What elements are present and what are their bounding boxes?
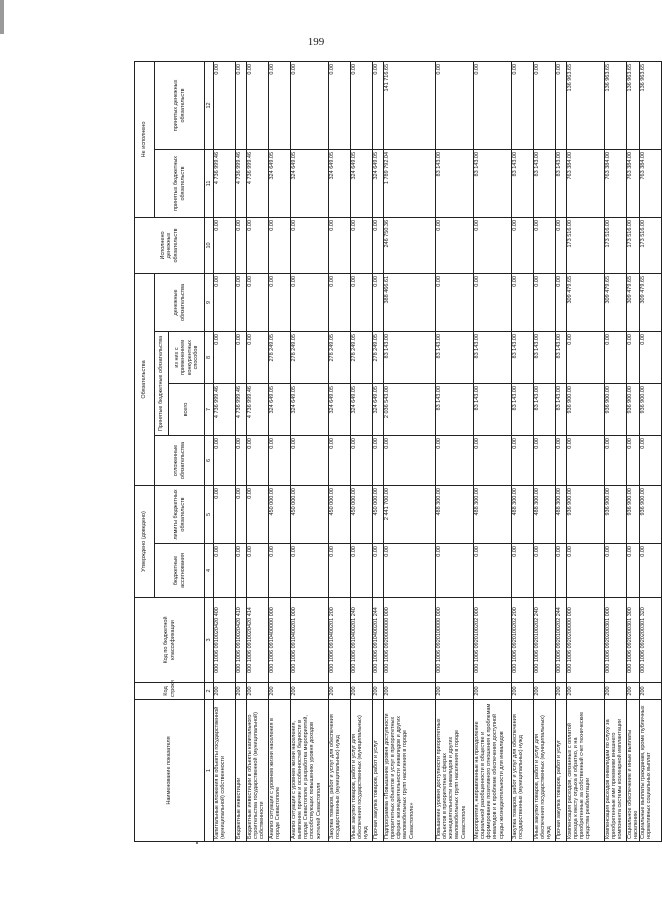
row-deferred: 0.00 bbox=[269, 436, 291, 486]
row-unexecuted-monetary: 0.00 bbox=[236, 61, 247, 149]
row-name: Социальные выплаты гражданам, кроме публичных нормативных социальных выплат bbox=[640, 700, 662, 842]
row-executed: 173 516.00 bbox=[605, 217, 627, 273]
row-deferred: 0.00 bbox=[512, 436, 534, 486]
row-unexecuted-monetary: 0.00 bbox=[474, 61, 512, 149]
header-unexecuted-budget: принятых бюджетных обязательств bbox=[155, 149, 205, 217]
row-deferred: 0.00 bbox=[640, 436, 662, 486]
column-number: 3 bbox=[205, 598, 214, 683]
row-unexecuted-monetary: 0.00 bbox=[291, 61, 329, 149]
row-unexecuted-monetary: 0.00 bbox=[269, 61, 291, 149]
row-unexecuted-monetary: 0.00 bbox=[512, 61, 534, 149]
row-unexecuted-budget: 324 649.05 bbox=[269, 149, 291, 217]
row-budget-code: 000 1006 0920100202 000 bbox=[474, 598, 512, 683]
row-approved-appropriations: 0.00 bbox=[512, 544, 534, 598]
row-name: Социальное обеспечение и иные выплаты населению bbox=[627, 700, 640, 842]
row-executed: 0.00 bbox=[329, 217, 351, 273]
table-row bbox=[269, 61, 291, 841]
row-name: Бюджетные инвестиции bbox=[236, 700, 247, 842]
row-unexecuted-monetary: 141 716.65 bbox=[384, 61, 436, 149]
row-name: Капитальные вложения в объекты государственной (муниципальной) собственности bbox=[214, 700, 236, 842]
row-approved-limits: 450 000.00 bbox=[373, 486, 384, 544]
table-row bbox=[512, 61, 534, 841]
header-name: Наименование показателя bbox=[135, 700, 205, 842]
column-number: 2 bbox=[205, 683, 214, 700]
row-accepted-total: 83 143.00 bbox=[512, 384, 534, 436]
row-approved-appropriations: 0.00 bbox=[567, 544, 605, 598]
header-executed-group: Исполнено денежных обязательств bbox=[135, 217, 205, 273]
row-approved-limits: 2 441 700.00 bbox=[384, 486, 436, 544]
row-name: Компенсация расходов, связанных с оплатой проезда к месту отдыха и обратно, и на приобретенные за собственный счет технические средства реабилитации bbox=[567, 700, 605, 842]
row-unexecuted-monetary: 136 963.65 bbox=[640, 61, 662, 149]
row-approved-limits: 450 000.00 bbox=[269, 486, 291, 544]
row-unexecuted-budget: 763 384.00 bbox=[605, 149, 627, 217]
table-row bbox=[214, 61, 236, 841]
row-unexecuted-budget: 4 736 999.46 bbox=[214, 149, 236, 217]
row-accepted-total: 4 736 999.46 bbox=[236, 384, 247, 436]
table-header bbox=[135, 61, 214, 841]
row-executed: 0.00 bbox=[247, 217, 269, 273]
row-unexecuted-monetary: 0.00 bbox=[534, 61, 556, 149]
row-accepted-total: 324 649.05 bbox=[373, 384, 384, 436]
row-accepted-competitive: 0.00 bbox=[247, 332, 269, 384]
row-approved-appropriations: 0.00 bbox=[534, 544, 556, 598]
row-line-code: 200 bbox=[269, 683, 291, 700]
table-row bbox=[534, 61, 556, 841]
row-approved-appropriations: 0.00 bbox=[269, 544, 291, 598]
row-accepted-competitive: 83 143.00 bbox=[474, 332, 512, 384]
row-accepted-total: 936 900.00 bbox=[605, 384, 627, 436]
row-executed: 0.00 bbox=[534, 217, 556, 273]
row-approved-limits: 488 300.00 bbox=[474, 486, 512, 544]
row-executed: 173 516.00 bbox=[567, 217, 605, 273]
row-accepted-competitive: 83 143.00 bbox=[556, 332, 567, 384]
row-budget-code: 000 1006 0920100202 240 bbox=[534, 598, 556, 683]
table-row bbox=[474, 61, 512, 841]
row-budget-code: 000 1006 0920100202 244 bbox=[556, 598, 567, 683]
row-accepted-competitive: 0.00 bbox=[640, 332, 662, 384]
row-executed: 0.00 bbox=[214, 217, 236, 273]
row-accepted-competitive: 278 249.05 bbox=[291, 332, 329, 384]
row-monetary: 0.00 bbox=[373, 273, 384, 331]
row-approved-appropriations: 0.00 bbox=[373, 544, 384, 598]
column-number: 11 bbox=[205, 149, 214, 217]
row-unexecuted-budget: 324 649.05 bbox=[373, 149, 384, 217]
row-monetary: 0.00 bbox=[291, 273, 329, 331]
row-line-code: 200 bbox=[373, 683, 384, 700]
row-unexecuted-budget: 83 143.00 bbox=[534, 149, 556, 217]
row-monetary: 309 479.65 bbox=[640, 273, 662, 331]
column-number: 10 bbox=[205, 217, 214, 273]
row-line-code: 200 bbox=[247, 683, 269, 700]
row-budget-code: 000 1006 0920100202 200 bbox=[512, 598, 534, 683]
row-approved-limits: 488 300.00 bbox=[512, 486, 534, 544]
row-monetary: 309 479.65 bbox=[567, 273, 605, 331]
row-line-code: 200 bbox=[556, 683, 567, 700]
row-name: Повышение уровня доступности приоритетных объектов в приоритетных сферах жизнедеятельности инвалидов и других маломобильных групп населения в городе Севастополе bbox=[436, 700, 474, 842]
table-row bbox=[640, 61, 662, 841]
row-accepted-total: 324 649.05 bbox=[269, 384, 291, 436]
row-accepted-competitive: 278 249.05 bbox=[373, 332, 384, 384]
page-number: 199 bbox=[307, 36, 325, 48]
row-monetary: 309 479.65 bbox=[605, 273, 627, 331]
row-approved-appropriations: 0.00 bbox=[474, 544, 512, 598]
row-deferred: 0.00 bbox=[534, 436, 556, 486]
table-row bbox=[436, 61, 474, 841]
row-deferred: 0.00 bbox=[247, 436, 269, 486]
header-line-code: Код строки bbox=[135, 683, 205, 700]
row-approved-appropriations: 0.00 bbox=[351, 544, 373, 598]
row-accepted-total: 83 143.00 bbox=[556, 384, 567, 436]
row-approved-limits: 488 300.00 bbox=[556, 486, 567, 544]
row-monetary: 0.00 bbox=[512, 273, 534, 331]
row-deferred: 0.00 bbox=[384, 436, 436, 486]
row-accepted-total: 4 736 999.46 bbox=[214, 384, 236, 436]
row-deferred: 0.00 bbox=[373, 436, 384, 486]
table-row bbox=[605, 61, 627, 841]
header-obligations-group: Обязательства bbox=[135, 273, 155, 485]
row-line-code: 200 bbox=[474, 683, 512, 700]
row-monetary: 0.00 bbox=[214, 273, 236, 331]
row-name: Анализ ситуации с уровнем жизни населения в городе Севастополе bbox=[269, 700, 291, 842]
row-monetary: 0.00 bbox=[269, 273, 291, 331]
row-line-code: 200 bbox=[214, 683, 236, 700]
table-row bbox=[384, 61, 436, 841]
row-monetary: 0.00 bbox=[534, 273, 556, 331]
row-budget-code: 000 1006 0910020420 400 bbox=[214, 598, 236, 683]
row-executed: 0.00 bbox=[556, 217, 567, 273]
row-executed: 0.00 bbox=[512, 217, 534, 273]
row-accepted-total: 324 649.05 bbox=[291, 384, 329, 436]
row-monetary: 0.00 bbox=[474, 273, 512, 331]
row-accepted-total: 4 736 999.46 bbox=[247, 384, 269, 436]
table-row bbox=[351, 61, 373, 841]
row-unexecuted-monetary: 0.00 bbox=[247, 61, 269, 149]
row-unexecuted-monetary: 136 963.65 bbox=[567, 61, 605, 149]
row-line-code: 200 bbox=[436, 683, 474, 700]
row-unexecuted-budget: 83 143.00 bbox=[474, 149, 512, 217]
row-executed: 173 516.00 bbox=[627, 217, 640, 273]
column-number: 12 bbox=[205, 61, 214, 149]
row-accepted-total: 936 900.00 bbox=[640, 384, 662, 436]
row-accepted-total: 2 036 543.00 bbox=[384, 384, 436, 436]
row-accepted-competitive: 83 143.00 bbox=[534, 332, 556, 384]
row-accepted-total: 83 143.00 bbox=[436, 384, 474, 436]
column-number: 8 bbox=[205, 332, 214, 384]
row-unexecuted-budget: 763 384.00 bbox=[640, 149, 662, 217]
row-executed: 173 516.00 bbox=[640, 217, 662, 273]
column-number: 6 bbox=[205, 436, 214, 486]
row-approved-appropriations: 0.00 bbox=[640, 544, 662, 598]
row-monetary: 0.00 bbox=[556, 273, 567, 331]
column-number: 4 bbox=[205, 544, 214, 598]
row-approved-appropriations: 0.00 bbox=[384, 544, 436, 598]
row-unexecuted-monetary: 136 963.65 bbox=[605, 61, 627, 149]
row-approved-appropriations: 0.00 bbox=[236, 544, 247, 598]
row-name: Закупка товаров, работ и услуг для обеспечения государственных (муниципальных) нужд bbox=[329, 700, 351, 842]
row-name: Мероприятия, направленные на преодоление социальной разобщенности в обществе и формирование позитивного отношения к проблемам инвалидов и к проблеме обеспечения доступной среды жизнедеятельности для инвалидов bbox=[474, 700, 512, 842]
table-row bbox=[236, 61, 247, 841]
row-unexecuted-monetary: 136 963.65 bbox=[627, 61, 640, 149]
row-name: Компенсация расходов инвалидам по слуху за приобретенные ими приемники внешнего компонента системы кохлеарной имплантации bbox=[605, 700, 627, 842]
row-unexecuted-budget: 1 789 792.04 bbox=[384, 149, 436, 217]
row-monetary: 0.00 bbox=[329, 273, 351, 331]
row-line-code: 200 bbox=[329, 683, 351, 700]
row-approved-limits: 936 900.00 bbox=[567, 486, 605, 544]
row-accepted-competitive: 0.00 bbox=[627, 332, 640, 384]
table-row bbox=[329, 61, 351, 841]
row-name: Иные закупки товаров, работ и услуг для обеспечения государственных (муниципальных) нужд bbox=[534, 700, 556, 842]
row-accepted-competitive: 278 249.05 bbox=[351, 332, 373, 384]
row-name: Бюджетные инвестиции в объекты капитального строительства государственной (муниципальной) собственности bbox=[247, 700, 269, 842]
row-accepted-competitive: 0.00 bbox=[236, 332, 247, 384]
header-monetary: денежные обязательства bbox=[155, 273, 205, 331]
row-deferred: 0.00 bbox=[214, 436, 236, 486]
table-row bbox=[627, 61, 640, 841]
margin-mark bbox=[0, 0, 4, 34]
row-name: Прочая закупка товаров, работ и услуг bbox=[556, 700, 567, 842]
row-unexecuted-budget: 324 649.05 bbox=[329, 149, 351, 217]
row-budget-code: 000 1006 0910400000 000 bbox=[269, 598, 291, 683]
row-executed: 0.00 bbox=[373, 217, 384, 273]
row-approved-appropriations: 0.00 bbox=[214, 544, 236, 598]
table-row bbox=[556, 61, 567, 841]
row-unexecuted-budget: 324 649.05 bbox=[351, 149, 373, 217]
row-unexecuted-monetary: 0.00 bbox=[556, 61, 567, 149]
header-unexecuted-group: Не исполнено bbox=[135, 61, 155, 217]
column-number: 7 bbox=[205, 384, 214, 436]
row-executed: 0.00 bbox=[436, 217, 474, 273]
row-line-code: 200 bbox=[640, 683, 662, 700]
row-approved-limits: 450 000.00 bbox=[329, 486, 351, 544]
row-accepted-total: 83 143.00 bbox=[534, 384, 556, 436]
row-approved-limits: 488 300.00 bbox=[534, 486, 556, 544]
header-accepted-budget-group: Принятые бюджетные обязательства bbox=[155, 332, 169, 436]
header-accepted-competitive: из них с применением конкурентных способов bbox=[169, 332, 205, 384]
header-budget-code: Код по бюджетной классификации bbox=[135, 598, 205, 683]
row-budget-code: 000 1006 0910020420 410 bbox=[236, 598, 247, 683]
row-approved-appropriations: 0.00 bbox=[247, 544, 269, 598]
row-unexecuted-budget: 4 736 999.46 bbox=[236, 149, 247, 217]
row-line-code: 200 bbox=[236, 683, 247, 700]
row-name: Иные закупки товаров, работ и услуг для обеспечения государственных (муниципальных) нужд bbox=[351, 700, 373, 842]
scan-speck bbox=[196, 842, 198, 844]
row-accepted-total: 324 649.05 bbox=[329, 384, 351, 436]
row-unexecuted-budget: 4 736 999.46 bbox=[247, 149, 269, 217]
row-approved-limits: 0.00 bbox=[247, 486, 269, 544]
row-budget-code: 000 1006 0920200000 000 bbox=[567, 598, 605, 683]
row-unexecuted-budget: 83 143.00 bbox=[512, 149, 534, 217]
header-approved-appropriations: бюджетные ассигнования bbox=[155, 544, 205, 598]
row-deferred: 0.00 bbox=[627, 436, 640, 486]
column-number: 5 bbox=[205, 486, 214, 544]
row-approved-limits: 0.00 bbox=[236, 486, 247, 544]
row-budget-code: 000 1006 0910400201 244 bbox=[373, 598, 384, 683]
header-approved-limits: лимиты бюджетных обязательств bbox=[155, 486, 205, 544]
row-monetary: 0.00 bbox=[436, 273, 474, 331]
row-line-code: 200 bbox=[384, 683, 436, 700]
row-deferred: 0.00 bbox=[436, 436, 474, 486]
row-approved-limits: 0.00 bbox=[214, 486, 236, 544]
table-row bbox=[373, 61, 384, 841]
row-unexecuted-budget: 763 384.00 bbox=[567, 149, 605, 217]
row-approved-appropriations: 0.00 bbox=[436, 544, 474, 598]
row-approved-appropriations: 0.00 bbox=[605, 544, 627, 598]
row-approved-limits: 936 900.00 bbox=[627, 486, 640, 544]
row-accepted-competitive: 278 249.05 bbox=[329, 332, 351, 384]
row-budget-code: 000 1006 0910020420 414 bbox=[247, 598, 269, 683]
row-accepted-competitive: 83 143.00 bbox=[384, 332, 436, 384]
table-body bbox=[214, 61, 662, 841]
row-unexecuted-monetary: 0.00 bbox=[351, 61, 373, 149]
row-monetary: 309 479.65 bbox=[627, 273, 640, 331]
row-accepted-competitive: 83 143.00 bbox=[436, 332, 474, 384]
row-deferred: 0.00 bbox=[351, 436, 373, 486]
row-line-code: 200 bbox=[512, 683, 534, 700]
column-number: 9 bbox=[205, 273, 214, 331]
row-deferred: 0.00 bbox=[605, 436, 627, 486]
header-approved-group: Утверждено (доведено) bbox=[135, 486, 155, 598]
row-approved-appropriations: 0.00 bbox=[291, 544, 329, 598]
row-accepted-competitive: 0.00 bbox=[214, 332, 236, 384]
table-row bbox=[567, 61, 605, 841]
row-executed: 0.00 bbox=[351, 217, 373, 273]
header-accepted-total: всего bbox=[169, 384, 205, 436]
row-deferred: 0.00 bbox=[474, 436, 512, 486]
row-accepted-total: 936 900.00 bbox=[567, 384, 605, 436]
table-row bbox=[291, 61, 329, 841]
row-budget-code: 000 1006 0920200301 000 bbox=[605, 598, 627, 683]
row-budget-code: 000 1006 0920000000 000 bbox=[384, 598, 436, 683]
row-unexecuted-budget: 324 649.05 bbox=[291, 149, 329, 217]
row-monetary: 388 466.61 bbox=[384, 273, 436, 331]
row-executed: 0.00 bbox=[236, 217, 247, 273]
row-unexecuted-budget: 83 143.00 bbox=[556, 149, 567, 217]
row-budget-code: 000 1006 0910400201 240 bbox=[351, 598, 373, 683]
row-accepted-competitive: 0.00 bbox=[567, 332, 605, 384]
row-unexecuted-monetary: 0.00 bbox=[436, 61, 474, 149]
rotated-table-container bbox=[134, 62, 653, 842]
column-number: 1 bbox=[205, 700, 214, 842]
row-approved-appropriations: 0.00 bbox=[329, 544, 351, 598]
row-deferred: 0.00 bbox=[567, 436, 605, 486]
header-unexecuted-monetary: принятых денежных обязательств bbox=[155, 61, 205, 149]
row-executed: 246 750.36 bbox=[384, 217, 436, 273]
table-row bbox=[247, 61, 269, 841]
row-executed: 0.00 bbox=[269, 217, 291, 273]
row-deferred: 0.00 bbox=[291, 436, 329, 486]
row-unexecuted-budget: 83 143.00 bbox=[436, 149, 474, 217]
header-deferred: отложенные обязательства bbox=[155, 436, 205, 486]
row-unexecuted-monetary: 0.00 bbox=[373, 61, 384, 149]
row-approved-limits: 936 900.00 bbox=[640, 486, 662, 544]
rotated-table bbox=[134, 62, 653, 842]
row-accepted-competitive: 83 143.00 bbox=[512, 332, 534, 384]
row-name: Анализ ситуации с уровнем жизни населения, выявление причин и особенностей бедности в городе Севастополе и разработка мероприятий, способствующих повышению уровня доходов жителей Севастополя bbox=[291, 700, 329, 842]
column-number-row bbox=[205, 61, 214, 841]
row-deferred: 0.00 bbox=[329, 436, 351, 486]
row-approved-limits: 936 900.00 bbox=[605, 486, 627, 544]
row-approved-limits: 450 000.00 bbox=[291, 486, 329, 544]
row-approved-limits: 488 300.00 bbox=[436, 486, 474, 544]
row-budget-code: 000 1006 0920100000 000 bbox=[436, 598, 474, 683]
row-line-code: 200 bbox=[351, 683, 373, 700]
row-budget-code: 000 1006 0920200301 320 bbox=[640, 598, 662, 683]
row-accepted-total: 324 649.05 bbox=[351, 384, 373, 436]
row-deferred: 0.00 bbox=[236, 436, 247, 486]
row-unexecuted-budget: 763 384.00 bbox=[627, 149, 640, 217]
row-approved-appropriations: 0.00 bbox=[627, 544, 640, 598]
row-monetary: 0.00 bbox=[236, 273, 247, 331]
row-line-code: 200 bbox=[627, 683, 640, 700]
row-approved-limits: 450 000.00 bbox=[351, 486, 373, 544]
row-executed: 0.00 bbox=[291, 217, 329, 273]
report-table bbox=[134, 61, 662, 842]
row-line-code: 200 bbox=[605, 683, 627, 700]
row-monetary: 0.00 bbox=[247, 273, 269, 331]
row-line-code: 200 bbox=[291, 683, 329, 700]
row-line-code: 200 bbox=[567, 683, 605, 700]
row-accepted-competitive: 0.00 bbox=[605, 332, 627, 384]
row-unexecuted-monetary: 0.00 bbox=[329, 61, 351, 149]
row-accepted-total: 936 900.00 bbox=[627, 384, 640, 436]
row-accepted-competitive: 278 249.05 bbox=[269, 332, 291, 384]
row-name: Закупка товаров, работ и услуг для обеспечения государственных (муниципальных) нужд bbox=[512, 700, 534, 842]
row-approved-appropriations: 0.00 bbox=[556, 544, 567, 598]
row-name: Подпрограмма «Повышение уровня доступности приоритетных объектов и услуг в приоритетных сферах жизнедеятельности инвалидов и других маломобильных групп населения в городе Севастополе» bbox=[384, 700, 436, 842]
row-monetary: 0.00 bbox=[351, 273, 373, 331]
row-line-code: 200 bbox=[534, 683, 556, 700]
row-budget-code: 000 1006 0920200301 300 bbox=[627, 598, 640, 683]
row-budget-code: 000 1006 0910400201 200 bbox=[329, 598, 351, 683]
row-deferred: 0.00 bbox=[556, 436, 567, 486]
row-executed: 0.00 bbox=[474, 217, 512, 273]
row-unexecuted-monetary: 0.00 bbox=[214, 61, 236, 149]
row-accepted-total: 83 143.00 bbox=[474, 384, 512, 436]
row-name: Прочая закупка товаров, работ и услуг bbox=[373, 700, 384, 842]
row-budget-code: 000 1006 0910400201 000 bbox=[291, 598, 329, 683]
